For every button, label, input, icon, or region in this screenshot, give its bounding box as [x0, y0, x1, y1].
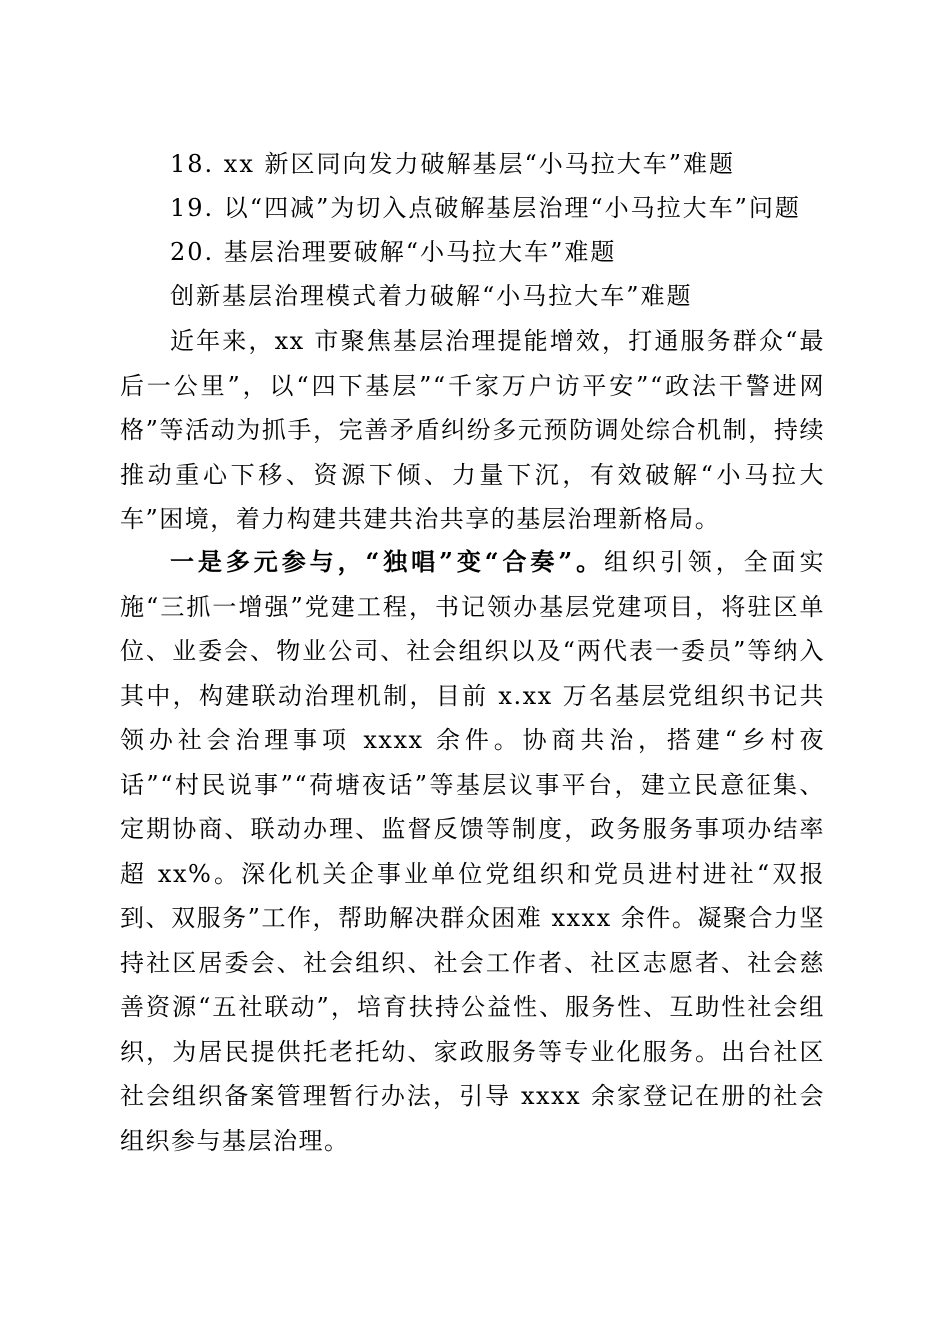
section-one-paragraph — [120, 540, 825, 1163]
section-one-lead: 一是多元参与，“独唱”变“合奏”。 — [170, 547, 605, 576]
list-item: 19. 以“四减”为切入点破解基层治理“小马拉大车”问题 — [170, 194, 801, 222]
article-title: 创新基层治理模式着力破解“小马拉大车”难题 — [170, 282, 693, 310]
section-one-body: 组织引领，全面实施“三抓一增强”党建工程，书记领办基层党建项目，将驻区单位、业委会、物业公司、社会组织以及“两代表一委员”等纳入其中，构建联动治理机制，目前 x.xx 万名基层党组织书记共领办社会治理事项 xxxx 余件。协商共治，搭建“乡村夜话”“村民说事”“荷塘夜话”等基层议事平台，建立民意征集、定期协商、联动办理、监督反馈等制度，政务服务事项办结率超 xx%。深化机关企事业单位党组织和党员进村进社“双报到、双服务”工作，帮助解决群众困难 xxxx 余件。凝聚合力坚持社区居委会、社会组织、社会工作者、社区志愿者、社会慈善资源“五社联动”，培育扶持公益性、服务性、互助性社会组织，为居民提供托老托幼、家政服务等专业化服务。出台社区社会组织备案管理暂行办法，引导 xxxx 余家登记在册的社会组织参与基层治理。 — [120, 548, 826, 1155]
intro-paragraph: 近年来，xx 市聚焦基层治理提能增效，打通服务群众“最后一公里”，以“四下基层”“千家万户访平安”“政法干警进网格”等活动为抓手，完善矛盾纠纷多元预防调处综合机制，持续推动重心下移、资源下倾、力量下沉，有效破解“小马拉大车”困境，着力构建共建共治共享的基层治理新格局。 — [120, 327, 825, 533]
title-list — [170, 142, 870, 274]
list-item: 20. 基层治理要破解“小马拉大车”难题 — [170, 238, 617, 266]
list-item: 18. xx 新区同向发力破解基层“小马拉大车”难题 — [170, 150, 736, 178]
